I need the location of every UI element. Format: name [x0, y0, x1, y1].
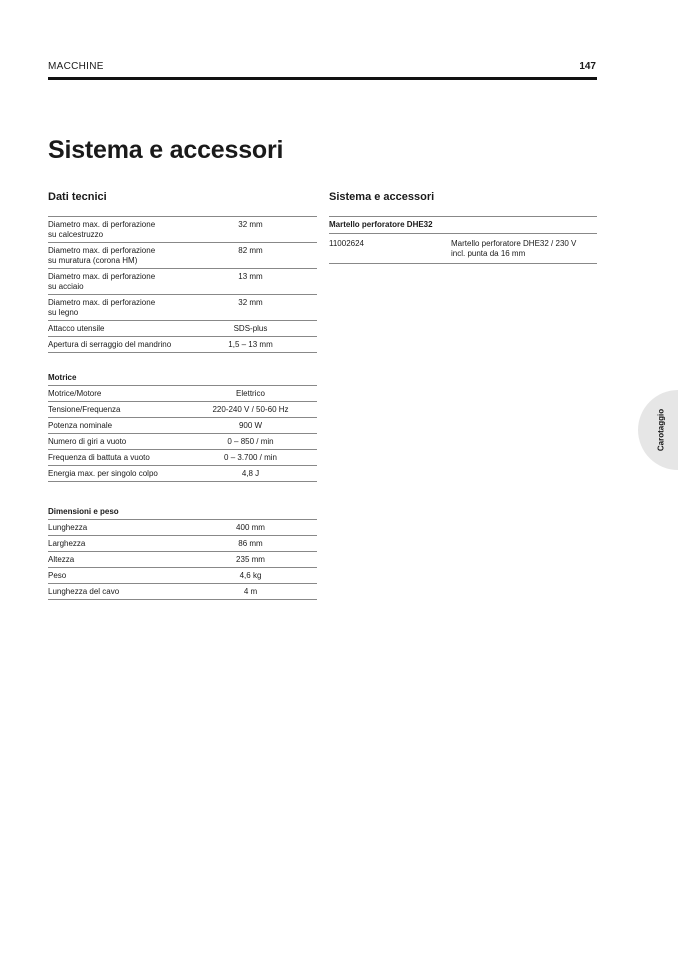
- spec-label: Numero di giri a vuoto: [48, 434, 184, 450]
- spec-value: 13 mm: [184, 269, 317, 295]
- spec-value: 32 mm: [184, 217, 317, 243]
- spec-label: Diametro max. di perforazione su muratura (corona HM): [48, 243, 184, 269]
- accessories-column: [329, 191, 597, 264]
- dimensions-heading: Dimensioni e peso: [48, 507, 317, 520]
- spec-label: Diametro max. di perforazione su calcestruzzo: [48, 217, 184, 243]
- spec-value: 0 – 850 / min: [184, 434, 317, 450]
- spec-value: 220-240 V / 50-60 Hz: [184, 402, 317, 418]
- motor-heading: Motrice: [48, 373, 317, 386]
- motor-row: [48, 418, 317, 434]
- dimensions-table: [48, 520, 317, 600]
- technical-data-row: [48, 337, 317, 353]
- technical-data-row: [48, 295, 317, 321]
- spec-value: SDS-plus: [184, 321, 317, 337]
- spec-label: Energia max. per singolo colpo: [48, 469, 158, 478]
- spec-value: 4,8 J: [241, 469, 260, 478]
- accessory-description: Martello perforatore DHE32 / 230 V incl. punta da 16 mm: [451, 239, 577, 258]
- accessory-row: [329, 234, 597, 264]
- spec-value: 4,6 kg: [184, 568, 317, 584]
- technical-data-column: [48, 191, 317, 600]
- spec-value: 0 – 3.700 / min: [184, 450, 317, 466]
- spec-value: 1,5 – 13 mm: [228, 340, 273, 349]
- spec-value: 86 mm: [184, 536, 317, 552]
- spec-label: Lunghezza del cavo: [48, 587, 120, 596]
- page-number: 147: [579, 61, 596, 72]
- spec-label: Lunghezza: [48, 520, 184, 536]
- motor-table: [48, 386, 317, 482]
- spec-label: Altezza: [48, 552, 184, 568]
- spec-label: Diametro max. di perforazione su acciaio: [48, 269, 184, 295]
- accessories-group-title: Martello perforatore DHE32: [329, 216, 597, 234]
- spec-label: Frequenza di battuta a vuoto: [48, 450, 184, 466]
- dimensions-row: [48, 536, 317, 552]
- technical-data-row: [48, 321, 317, 337]
- spec-value: 4 m: [243, 587, 258, 596]
- header-divider: [48, 77, 597, 80]
- technical-data-row: [48, 217, 317, 243]
- page-title: Sistema e accessori: [48, 136, 284, 164]
- header-section-label: MACCHINE: [48, 61, 104, 72]
- spec-value: 400 mm: [184, 520, 317, 536]
- spec-label: Tensione/Frequenza: [48, 402, 184, 418]
- motor-row: [48, 450, 317, 466]
- accessories-heading: Sistema e accessori: [329, 191, 435, 203]
- spec-label: Apertura di serraggio del mandrino: [48, 340, 172, 349]
- spec-value: Elettrico: [184, 386, 317, 402]
- motor-row: [48, 386, 317, 402]
- spec-label: Attacco utensile: [48, 321, 184, 337]
- accessories-list: [329, 234, 597, 264]
- technical-data-row: [48, 243, 317, 269]
- motor-row: [48, 434, 317, 450]
- spec-value: 32 mm: [184, 295, 317, 321]
- spec-value: 235 mm: [184, 552, 317, 568]
- spec-value: 900 W: [184, 418, 317, 434]
- spec-label: Diametro max. di perforazione su legno: [48, 295, 184, 321]
- dimensions-row: [48, 520, 317, 536]
- spec-value: 82 mm: [184, 243, 317, 269]
- spec-label: Larghezza: [48, 536, 184, 552]
- technical-data-heading: Dati tecnici: [48, 191, 107, 203]
- dimensions-row: [48, 568, 317, 584]
- dimensions-row: [48, 584, 317, 600]
- technical-data-row: [48, 269, 317, 295]
- side-section-tab-label: Carotaggio: [656, 408, 666, 452]
- accessory-code: 11002624: [329, 239, 364, 248]
- spec-label: Peso: [48, 568, 184, 584]
- motor-row: [48, 402, 317, 418]
- motor-row: [48, 466, 317, 482]
- spec-label: Motrice/Motore: [48, 386, 184, 402]
- spec-label: Potenza nominale: [48, 418, 184, 434]
- technical-data-table: [48, 216, 317, 353]
- dimensions-row: [48, 552, 317, 568]
